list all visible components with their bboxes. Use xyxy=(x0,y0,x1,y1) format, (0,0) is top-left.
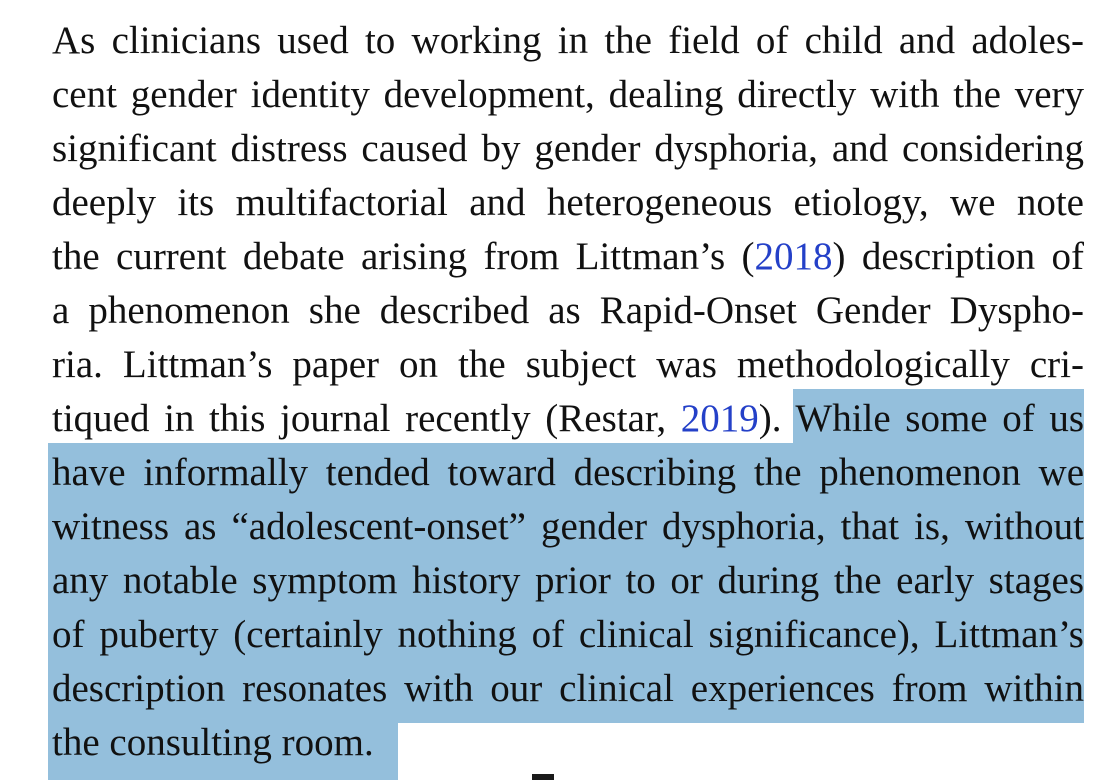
paragraph-line-3[interactable]: significant distress caused by gender dysphoria, and considering xyxy=(52,127,1084,170)
line8-text-after: ). xyxy=(758,397,782,440)
paragraph-line-9[interactable]: have informally tended toward describing the phenomenon we xyxy=(52,451,1084,494)
paragraph-line-13[interactable]: description resonates with our clinical experiences from within xyxy=(52,667,1084,710)
citation-link-2018[interactable]: 2018 xyxy=(754,235,833,278)
line5-text-before: the current debate arising from Littman’s ( xyxy=(52,235,755,278)
line8-text-before: tiqued in this journal recently (Restar, xyxy=(52,397,681,440)
line8-selected-text: While some of us xyxy=(781,397,1084,440)
paragraph-line-4[interactable]: deeply its multifactorial and heterogeneous etiology, we note xyxy=(52,181,1084,224)
paragraph-line-5[interactable] xyxy=(52,230,1084,284)
paragraph-line-6[interactable]: a phenomenon she described as Rapid-Onset Gender Dyspho- xyxy=(52,289,1084,332)
paragraph-line-10[interactable]: witness as “adolescent-onset” gender dysphoria, that is, without xyxy=(52,505,1084,548)
paragraph-line-11[interactable]: any notable symptom history prior to or during the early stages xyxy=(52,559,1084,602)
next-line-text-fragment xyxy=(532,774,554,780)
citation-link-2019[interactable]: 2019 xyxy=(680,397,759,440)
paragraph-line-7[interactable]: ria. Littman’s paper on the subject was methodologically cri- xyxy=(52,343,1084,386)
paragraph-line-8[interactable] xyxy=(52,392,1084,446)
paragraph-line-12[interactable]: of puberty (certainly nothing of clinical significance), Littman’s xyxy=(52,613,1084,656)
paragraph-line-2[interactable]: cent gender identity development, dealing directly with the very xyxy=(52,73,1084,116)
paragraph-line-14[interactable]: the consulting room. xyxy=(52,721,374,764)
paragraph-line-1[interactable]: As clinicians used to working in the field of child and adoles- xyxy=(52,19,1084,62)
line5-text-after: ) description of xyxy=(832,235,1085,278)
